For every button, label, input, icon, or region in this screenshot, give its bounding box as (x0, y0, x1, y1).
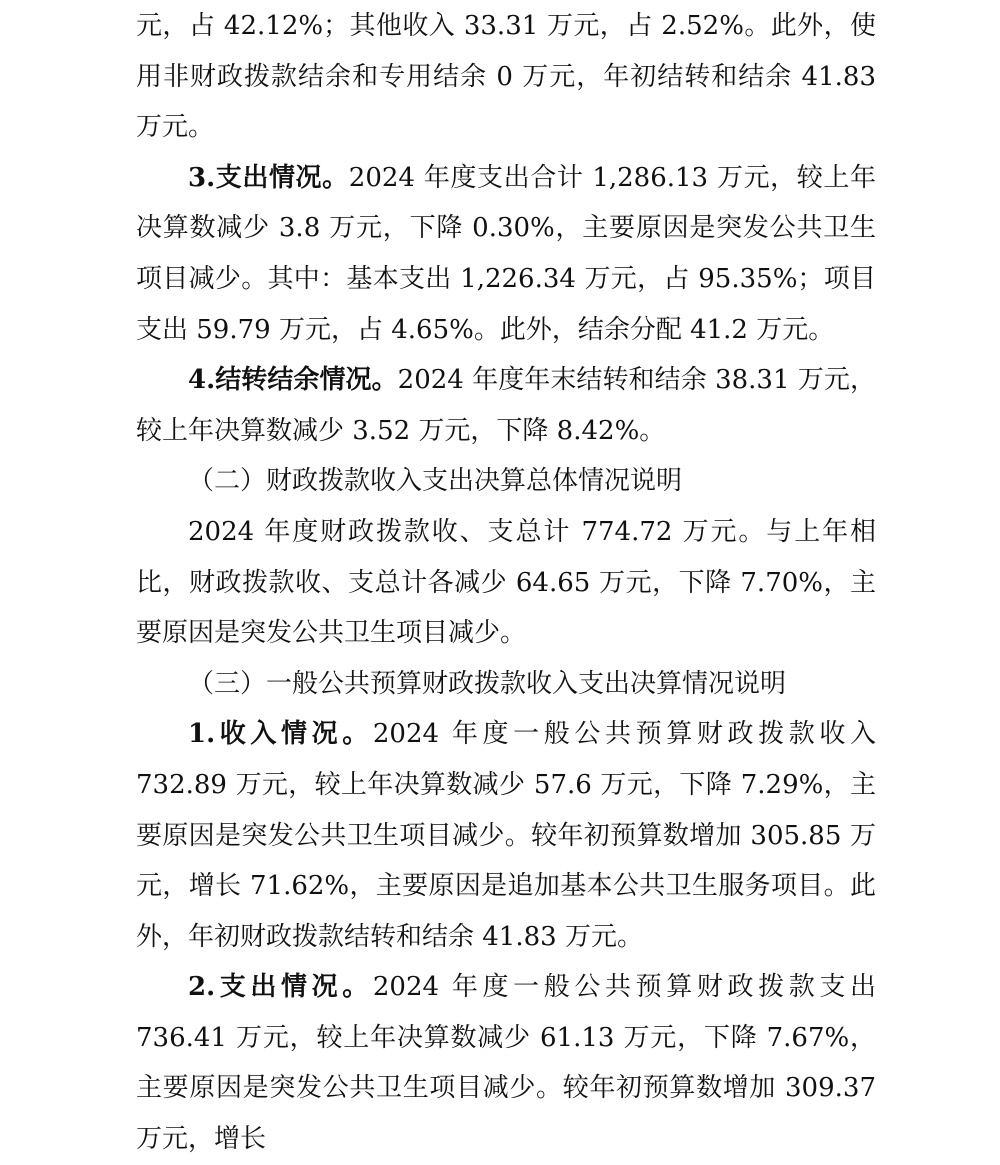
paragraph-text: 2024 年度年末结转和结余 38.31 万元，较上年决算数减少 3.52 万元，下降 8.42%。 (136, 365, 876, 446)
paragraph-text: 2024 年度财政拨款收、支总计 774.72 万元。与上年相比，财政拨款收、支总计各减少 64.65 万元，下降 7.70%，主要原因是突发公共卫生项目减少。 (136, 516, 876, 649)
paragraph-text: 2024 年度一般公共预算财政拨款收入 732.89 万元，较上年决算数减少 57.6 万元，下降 7.29%，主要原因是突发公共卫生项目减少。较年初预算数增加 305.85 万元，增长 71.62%，主要原因是追加基本公共卫生服务项目。此外，年初财政拨款结转和结余 41.83 万元。 (136, 719, 876, 952)
paragraph-text: 2024 年度支出合计 1,286.13 万元，较上年决算数减少 3.8 万元，下降 0.30%，主要原因是突发公共卫生项目减少。其中：基本支出 1,226.34 万元，占 95.35%；项目支出 59.79 万元，占 4.65%。此外，结余分配 41.2 万元。 (136, 162, 876, 345)
paragraph-general-income (136, 709, 876, 962)
paragraph-carryover (136, 355, 876, 456)
section-heading-general-budget: （三）一般公共预算财政拨款收入支出决算情况说明 (188, 668, 787, 699)
paragraph-fiscal-overview (136, 507, 876, 659)
paragraph-income-continuation (136, 1, 876, 153)
section-lead-expenditure: 3.支出情况。 (188, 162, 349, 193)
paragraph-general-expenditure (136, 962, 876, 1164)
document-page (136, 0, 876, 1165)
section-lead-carryover: 4.结转结余情况。 (188, 365, 398, 396)
section-lead-general-expenditure: 2.支出情况。 (188, 972, 373, 1003)
section-heading-fiscal-overview: （二）财政拨款收入支出决算总体情况说明 (188, 466, 683, 497)
paragraph-text: 元，占 42.12%；其他收入 33.31 万元，占 2.52%。此外，使用非财政拨款结余和专用结余 0 万元，年初结转和结余 41.83 万元。 (136, 11, 876, 143)
paragraph-expenditure (136, 153, 876, 355)
section-lead-income: 1.收入情况。 (188, 719, 373, 750)
paragraph-text: 2024 年度一般公共预算财政拨款支出 736.41 万元，较上年决算数减少 61.13 万元，下降 7.67%，主要原因是突发公共卫生项目减少。较年初预算数增加 309.37 万元，增长 (136, 972, 876, 1155)
